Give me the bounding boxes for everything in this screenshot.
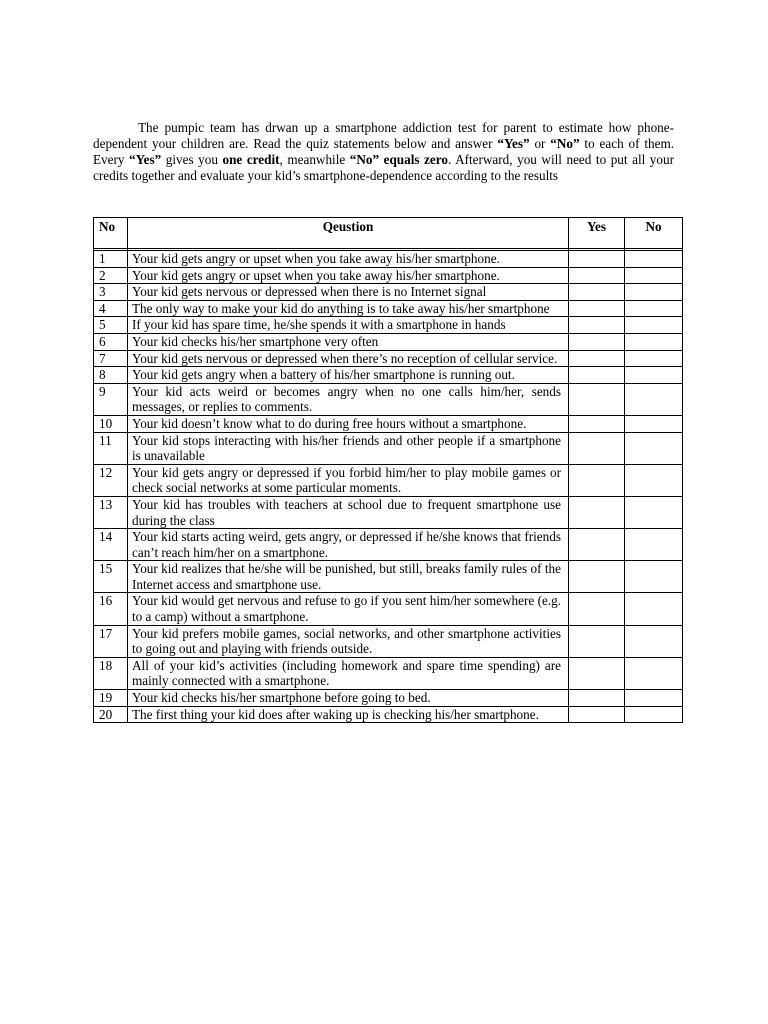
question-text: Your kid realizes that he/she will be punished, but still, breaks family rules of the Internet access and smartphone use. xyxy=(128,561,569,593)
yes-answer-cell[interactable] xyxy=(569,383,625,415)
yes-emphasis: “Yes” xyxy=(497,136,530,152)
table-row xyxy=(94,496,683,528)
table-row xyxy=(94,625,683,657)
no-answer-cell[interactable] xyxy=(625,690,683,707)
intro-text-part: The pumpic team has drwan up a smartphone addiction test for parent to estimate how phone-dependent your children are. Read the quiz statements below and answer xyxy=(93,120,674,152)
table-row xyxy=(94,267,683,284)
question-text: If your kid has spare time, he/she spends it with a smartphone in hands xyxy=(128,317,569,334)
row-number: 12 xyxy=(94,464,128,496)
yes-answer-cell[interactable] xyxy=(569,593,625,625)
question-text: Your kid gets angry or upset when you take away his/her smartphone. xyxy=(128,267,569,284)
question-text: The only way to make your kid do anything is to take away his/her smartphone xyxy=(128,300,569,317)
question-text: Your kid doesn’t know what to do during free hours without a smartphone. xyxy=(128,415,569,432)
no-answer-cell[interactable] xyxy=(625,529,683,561)
question-text: Your kid gets angry or depressed if you forbid him/her to play mobile games or check social networks at some particular moments. xyxy=(128,464,569,496)
no-answer-cell[interactable] xyxy=(625,657,683,689)
yes-answer-cell[interactable] xyxy=(569,333,625,350)
quiz-table xyxy=(93,217,683,723)
table-row xyxy=(94,690,683,707)
row-number: 3 xyxy=(94,284,128,301)
intro-text-part: gives you xyxy=(161,152,223,168)
question-text: Your kid checks his/her smartphone before going to bed. xyxy=(128,690,569,707)
question-text: The first thing your kid does after waking up is checking his/her smartphone. xyxy=(128,706,569,723)
yes-answer-cell[interactable] xyxy=(569,251,625,268)
row-number: 7 xyxy=(94,350,128,367)
intro-text-part: or xyxy=(529,136,551,152)
yes-answer-cell[interactable] xyxy=(569,367,625,384)
no-answer-cell[interactable] xyxy=(625,267,683,284)
no-answer-cell[interactable] xyxy=(625,300,683,317)
table-row xyxy=(94,464,683,496)
row-number: 4 xyxy=(94,300,128,317)
header-no-answer: No xyxy=(625,218,683,249)
row-number: 14 xyxy=(94,529,128,561)
row-number: 2 xyxy=(94,267,128,284)
yes-answer-cell[interactable] xyxy=(569,529,625,561)
no-answer-cell[interactable] xyxy=(625,350,683,367)
no-answer-cell[interactable] xyxy=(625,415,683,432)
intro-text-part: to each of them. Every xyxy=(93,136,675,168)
header-question: Qeustion xyxy=(128,218,569,249)
row-number: 10 xyxy=(94,415,128,432)
row-number: 6 xyxy=(94,333,128,350)
yes-answer-cell[interactable] xyxy=(569,284,625,301)
table-row xyxy=(94,317,683,334)
question-text: Your kid gets angry or upset when you take away his/her smartphone. xyxy=(128,251,569,268)
yes-answer-cell[interactable] xyxy=(569,561,625,593)
yes-answer-cell[interactable] xyxy=(569,415,625,432)
one-credit-emphasis: one credit xyxy=(222,152,280,168)
no-answer-cell[interactable] xyxy=(625,333,683,350)
table-row xyxy=(94,415,683,432)
yes-answer-cell[interactable] xyxy=(569,300,625,317)
table-row xyxy=(94,333,683,350)
row-number: 15 xyxy=(94,561,128,593)
yes-answer-cell[interactable] xyxy=(569,657,625,689)
question-text: Your kid checks his/her smartphone very often xyxy=(128,333,569,350)
yes-answer-cell[interactable] xyxy=(569,317,625,334)
row-number: 5 xyxy=(94,317,128,334)
question-text: Your kid stops interacting with his/her friends and other people if a smartphone is unavailable xyxy=(128,432,569,464)
question-text: Your kid acts weird or becomes angry when no one calls him/her, sends messages, or replies to comments. xyxy=(128,383,569,415)
yes-answer-cell[interactable] xyxy=(569,464,625,496)
table-row xyxy=(94,350,683,367)
intro-text-part: . Afterward, you will need to put all your credits together and evaluate your kid’s smartphone-dependence according to the results xyxy=(93,152,674,184)
row-number: 19 xyxy=(94,690,128,707)
question-text: Your kid has troubles with teachers at school due to frequent smartphone use during the class xyxy=(128,496,569,528)
yes-emphasis: “Yes” xyxy=(129,152,162,168)
yes-answer-cell[interactable] xyxy=(569,350,625,367)
table-row xyxy=(94,367,683,384)
row-number: 17 xyxy=(94,625,128,657)
table-row xyxy=(94,593,683,625)
yes-answer-cell[interactable] xyxy=(569,496,625,528)
table-row xyxy=(94,706,683,723)
no-answer-cell[interactable] xyxy=(625,464,683,496)
row-number: 9 xyxy=(94,383,128,415)
no-answer-cell[interactable] xyxy=(625,706,683,723)
question-text: Your kid starts acting weird, gets angry, or depressed if he/she knows that friends can’t reach him/her on a smartphone. xyxy=(128,529,569,561)
table-row xyxy=(94,251,683,268)
table-row xyxy=(94,529,683,561)
row-number: 8 xyxy=(94,367,128,384)
question-text: Your kid gets nervous or depressed when there is no Internet signal xyxy=(128,284,569,301)
row-number: 18 xyxy=(94,657,128,689)
table-row xyxy=(94,657,683,689)
no-emphasis: “No” xyxy=(550,136,580,152)
intro-paragraph xyxy=(93,120,674,184)
no-answer-cell[interactable] xyxy=(625,496,683,528)
row-number: 13 xyxy=(94,496,128,528)
no-answer-cell[interactable] xyxy=(625,593,683,625)
row-number: 16 xyxy=(94,593,128,625)
header-yes: Yes xyxy=(569,218,625,249)
table-row xyxy=(94,284,683,301)
no-answer-cell[interactable] xyxy=(625,317,683,334)
no-equals-zero-emphasis: “No” equals zero xyxy=(349,152,448,168)
question-text: Your kid gets angry when a battery of his/her smartphone is running out. xyxy=(128,367,569,384)
row-number: 1 xyxy=(94,251,128,268)
no-answer-cell[interactable] xyxy=(625,432,683,464)
no-answer-cell[interactable] xyxy=(625,367,683,384)
no-answer-cell[interactable] xyxy=(625,383,683,415)
no-answer-cell[interactable] xyxy=(625,561,683,593)
table-row xyxy=(94,383,683,415)
header-no: No xyxy=(94,218,128,249)
no-answer-cell[interactable] xyxy=(625,625,683,657)
question-text: Your kid gets nervous or depressed when there’s no reception of cellular service. xyxy=(128,350,569,367)
question-text: Your kid would get nervous and refuse to go if you sent him/her somewhere (e.g. to a camp) without a smartphone. xyxy=(128,593,569,625)
row-number: 11 xyxy=(94,432,128,464)
question-text: Your kid prefers mobile games, social networks, and other smartphone activities to going out and playing with friends outside. xyxy=(128,625,569,657)
no-answer-cell[interactable] xyxy=(625,251,683,268)
question-text: All of your kid’s activities (including homework and spare time spending) are mainly connected with a smartphone. xyxy=(128,657,569,689)
table-row xyxy=(94,300,683,317)
intro-text xyxy=(93,120,674,184)
yes-answer-cell[interactable] xyxy=(569,267,625,284)
table-row xyxy=(94,432,683,464)
table-header-row xyxy=(94,218,683,249)
yes-answer-cell[interactable] xyxy=(569,432,625,464)
row-number: 20 xyxy=(94,706,128,723)
yes-answer-cell[interactable] xyxy=(569,690,625,707)
intro-text-part: , meanwhile xyxy=(279,152,350,168)
no-answer-cell[interactable] xyxy=(625,284,683,301)
yes-answer-cell[interactable] xyxy=(569,706,625,723)
yes-answer-cell[interactable] xyxy=(569,625,625,657)
table-row xyxy=(94,561,683,593)
